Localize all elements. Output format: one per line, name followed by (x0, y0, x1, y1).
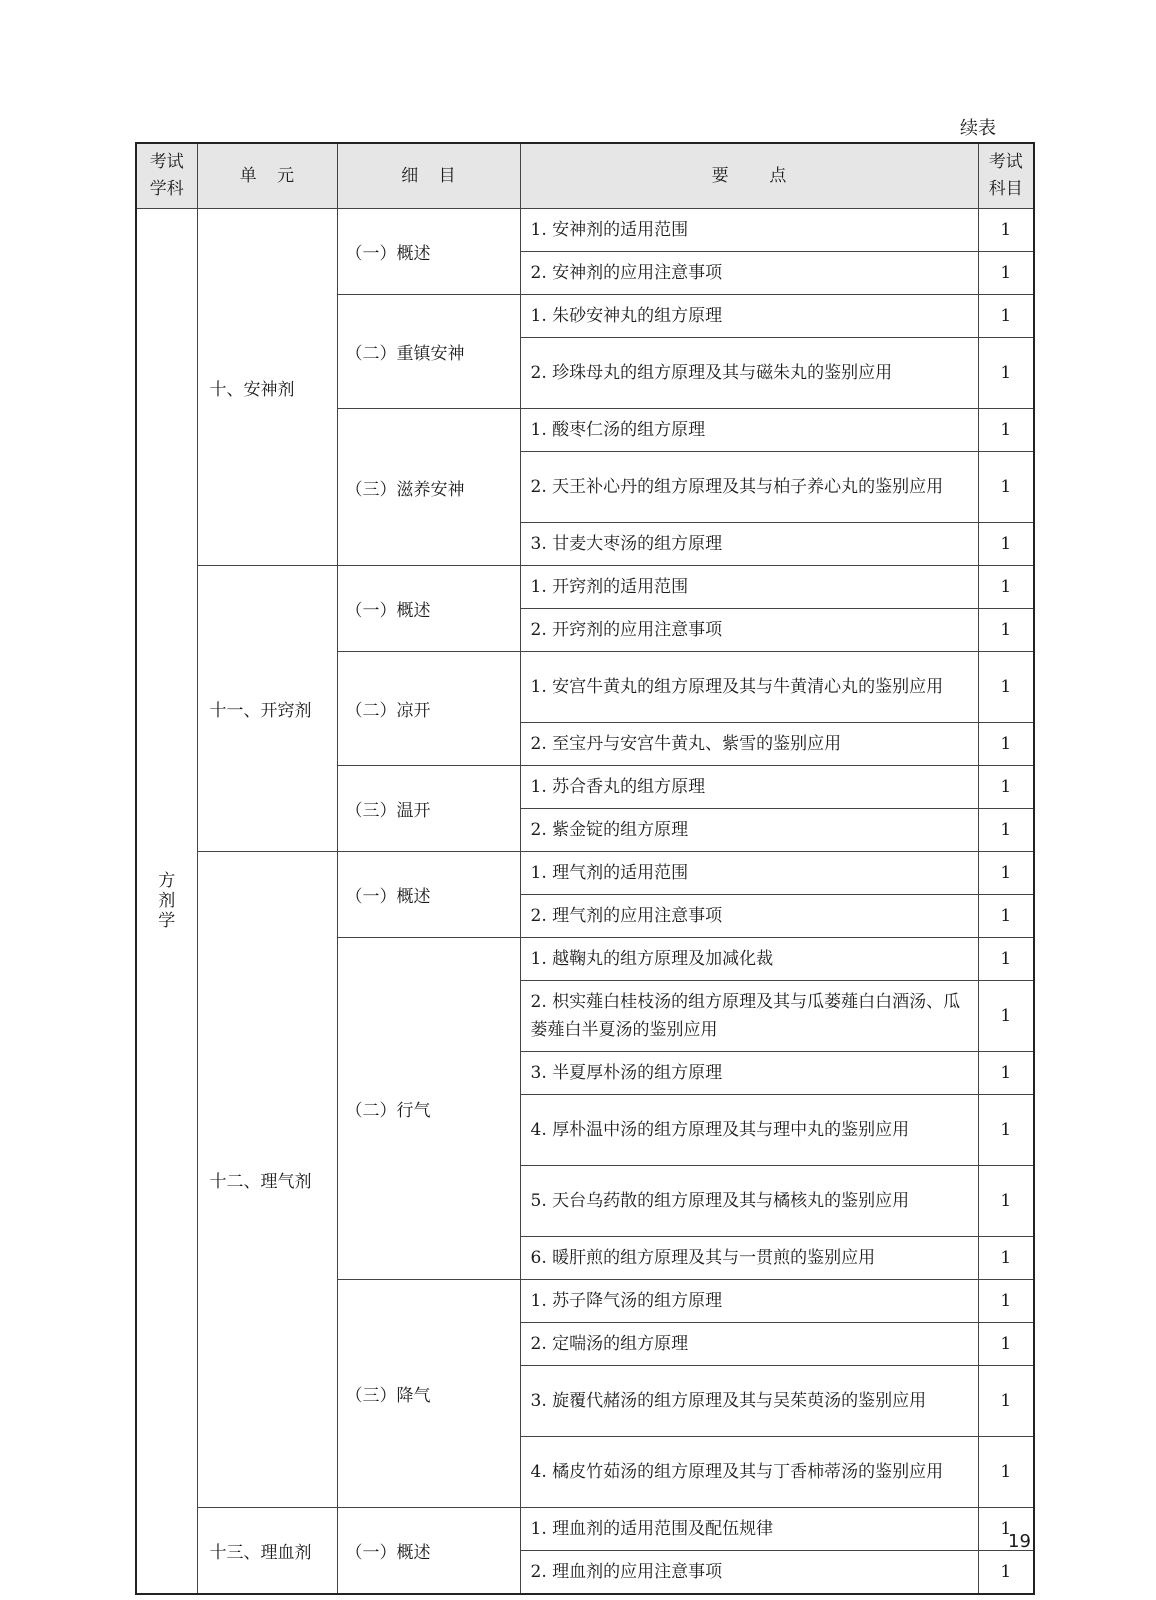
header-subject-line: 考试 (149, 152, 184, 172)
point-cell: 4. 橘皮竹茹汤的组方原理及其与丁香柿蒂汤的鉴别应用 (520, 1437, 978, 1508)
page-number: 19 (1008, 1531, 1031, 1552)
header-unit: 单元 (197, 143, 337, 209)
level-cell: 1 (978, 895, 1034, 938)
point-cell: 3. 旋覆代赭汤的组方原理及其与吴茱萸汤的鉴别应用 (520, 1366, 978, 1437)
point-cell: 2. 珍珠母丸的组方原理及其与磁朱丸的鉴别应用 (520, 338, 978, 409)
point-cell: 1. 安宫牛黄丸的组方原理及其与牛黄清心丸的鉴别应用 (520, 652, 978, 723)
level-cell: 1 (978, 409, 1034, 452)
level-cell: 1 (978, 523, 1034, 566)
level-cell: 1 (978, 1437, 1034, 1508)
level-cell: 1 (978, 1166, 1034, 1237)
level-cell: 1 (978, 295, 1034, 338)
subject-char: 剂 (158, 891, 176, 911)
point-cell: 1. 苏合香丸的组方原理 (520, 766, 978, 809)
point-cell: 1. 越鞠丸的组方原理及加减化裁 (520, 938, 978, 981)
item-cell: （二）行气 (337, 938, 520, 1280)
point-cell: 2. 至宝丹与安宫牛黄丸、紫雪的鉴别应用 (520, 723, 978, 766)
header-item: 细目 (337, 143, 520, 209)
point-cell: 2. 理气剂的应用注意事项 (520, 895, 978, 938)
item-cell: （三）温开 (337, 766, 520, 852)
point-cell: 3. 半夏厚朴汤的组方原理 (520, 1052, 978, 1095)
level-cell: 1 (978, 652, 1034, 723)
point-cell: 1. 安神剂的适用范围 (520, 209, 978, 252)
level-cell: 1 (978, 766, 1034, 809)
item-cell: （一）概述 (337, 209, 520, 295)
table-body (136, 209, 1034, 1595)
table-row (136, 1508, 1034, 1551)
table-header-row (136, 143, 1034, 209)
header-level-line: 科目 (988, 179, 1023, 199)
subject-char: 学 (158, 911, 176, 931)
point-cell: 1. 苏子降气汤的组方原理 (520, 1280, 978, 1323)
point-cell: 1. 理气剂的适用范围 (520, 852, 978, 895)
point-cell: 1. 开窍剂的适用范围 (520, 566, 978, 609)
table-row (136, 209, 1034, 252)
item-cell: （一）概述 (337, 566, 520, 652)
point-cell: 2. 安神剂的应用注意事项 (520, 252, 978, 295)
level-cell: 1 (978, 1052, 1034, 1095)
point-cell: 2. 理血剂的应用注意事项 (520, 1551, 978, 1595)
header-level (978, 143, 1034, 209)
level-cell: 1 (978, 723, 1034, 766)
level-cell: 1 (978, 252, 1034, 295)
item-cell: （二）重镇安神 (337, 295, 520, 409)
point-cell: 1. 酸枣仁汤的组方原理 (520, 409, 978, 452)
level-cell: 1 (978, 609, 1034, 652)
level-cell: 1 (978, 1237, 1034, 1280)
item-cell: （一）概述 (337, 1508, 520, 1595)
syllabus-table (135, 142, 1035, 1595)
unit-cell: 十二、理气剂 (197, 852, 337, 1508)
level-cell: 1 (978, 938, 1034, 981)
header-subject (136, 143, 197, 209)
subject-cell (136, 209, 197, 1595)
level-cell: 1 (978, 852, 1034, 895)
continued-label: 续表 (960, 118, 996, 139)
item-cell: （三）滋养安神 (337, 409, 520, 566)
level-cell: 1 (978, 1551, 1034, 1595)
level-cell: 1 (978, 209, 1034, 252)
point-cell: 6. 暖肝煎的组方原理及其与一贯煎的鉴别应用 (520, 1237, 978, 1280)
unit-cell: 十一、开窍剂 (197, 566, 337, 852)
point-cell: 4. 厚朴温中汤的组方原理及其与理中丸的鉴别应用 (520, 1095, 978, 1166)
level-cell: 1 (978, 809, 1034, 852)
level-cell: 1 (978, 338, 1034, 409)
item-cell: （二）凉开 (337, 652, 520, 766)
level-cell: 1 (978, 1508, 1034, 1551)
point-cell: 2. 开窍剂的应用注意事项 (520, 609, 978, 652)
unit-cell: 十三、理血剂 (197, 1508, 337, 1595)
point-cell: 5. 天台乌药散的组方原理及其与橘核丸的鉴别应用 (520, 1166, 978, 1237)
subject-char: 方 (158, 871, 176, 891)
point-cell: 1. 理血剂的适用范围及配伍规律 (520, 1508, 978, 1551)
level-cell: 1 (978, 981, 1034, 1052)
table-row (136, 852, 1034, 895)
item-cell: （一）概述 (337, 852, 520, 938)
point-cell: 2. 定喘汤的组方原理 (520, 1323, 978, 1366)
table-row (136, 566, 1034, 609)
header-level-line: 考试 (988, 152, 1023, 172)
unit-cell: 十、安神剂 (197, 209, 337, 566)
header-subject-line: 学科 (149, 179, 184, 199)
level-cell: 1 (978, 566, 1034, 609)
point-cell: 2. 枳实薤白桂枝汤的组方原理及其与瓜蒌薤白白酒汤、瓜蒌薤白半夏汤的鉴别应用 (520, 981, 978, 1052)
item-cell: （三）降气 (337, 1280, 520, 1508)
point-cell: 2. 天王补心丹的组方原理及其与柏子养心丸的鉴别应用 (520, 452, 978, 523)
point-cell: 3. 甘麦大枣汤的组方原理 (520, 523, 978, 566)
level-cell: 1 (978, 1095, 1034, 1166)
level-cell: 1 (978, 1323, 1034, 1366)
level-cell: 1 (978, 1280, 1034, 1323)
level-cell: 1 (978, 452, 1034, 523)
header-point: 要点 (520, 143, 978, 209)
point-cell: 1. 朱砂安神丸的组方原理 (520, 295, 978, 338)
level-cell: 1 (978, 1366, 1034, 1437)
point-cell: 2. 紫金锭的组方原理 (520, 809, 978, 852)
